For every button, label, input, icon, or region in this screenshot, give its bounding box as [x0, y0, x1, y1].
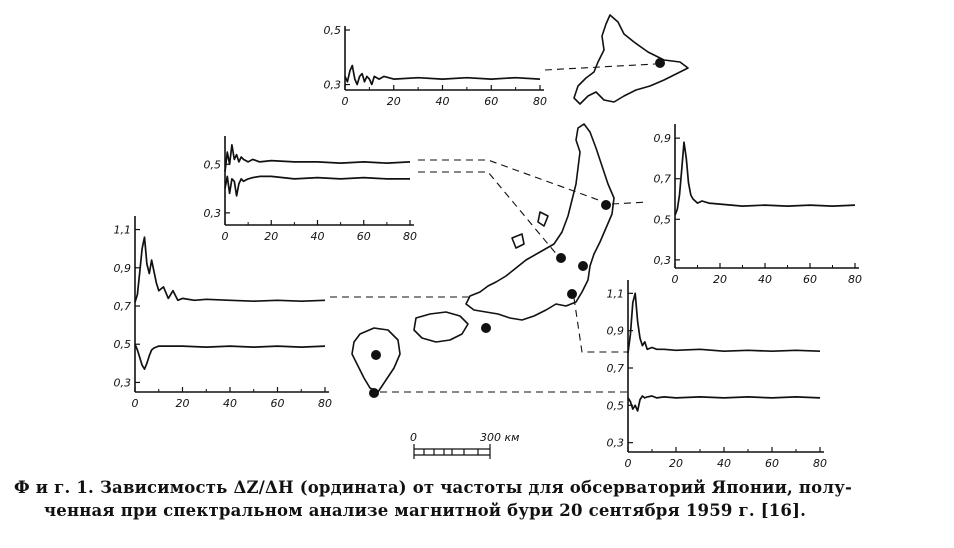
observatory-marker: [567, 289, 577, 299]
x-tick-label: 0: [624, 457, 632, 470]
y-tick-label: 0,5: [653, 213, 671, 227]
x-tick-label: 0: [341, 95, 349, 108]
x-tick-label: 60: [356, 230, 371, 243]
scale-bar: [414, 444, 490, 459]
x-tick-label: 60: [270, 397, 285, 410]
series-line: [628, 293, 820, 353]
observatory-markers: [369, 58, 665, 398]
caption-line-2: ченная при спектральном анализе магнитной бури 20 сентября 1959 г. [16].: [44, 501, 807, 520]
y-tick-label: 0,9: [653, 132, 671, 146]
x-tick-label: 20: [175, 397, 190, 410]
y-tick-label: 0,9: [606, 324, 624, 338]
observatory-marker: [655, 58, 665, 68]
noto-outline: [512, 234, 524, 248]
x-tick-label: 20: [386, 95, 401, 108]
x-tick-label: 80: [533, 95, 547, 108]
x-tick-label: 0: [131, 397, 139, 410]
y-tick-label: 0,5: [113, 338, 131, 352]
leader-line: [545, 64, 655, 70]
scale-bar-start-label: 0: [410, 431, 417, 444]
y-tick-label: 0,7: [113, 300, 131, 313]
x-tick-label: 20: [264, 230, 279, 243]
japan-map: [352, 15, 688, 392]
y-tick-label: 0,7: [606, 362, 624, 375]
y-tick-label: 0,3: [203, 206, 221, 220]
observatory-marker: [369, 388, 379, 398]
x-tick-label: 40: [223, 397, 237, 410]
x-tick-label: 80: [813, 457, 827, 470]
observatory-marker: [556, 253, 566, 263]
series-line: [628, 396, 820, 411]
series-line: [345, 66, 540, 85]
y-tick-label: 0,5: [203, 158, 221, 172]
y-tick-label: 0,5: [606, 399, 624, 413]
chart-panel: [324, 24, 548, 108]
y-tick-label: 1,1: [606, 287, 624, 301]
hokkaido-outline: [574, 15, 688, 104]
sado-outline: [538, 212, 548, 226]
observatory-marker: [578, 261, 588, 271]
figure-caption: [14, 476, 944, 522]
scale-bar-line: [414, 444, 490, 459]
x-tick-label: 40: [717, 457, 731, 470]
series-line: [225, 145, 410, 172]
observatory-marker: [371, 350, 381, 360]
x-tick-label: 20: [669, 457, 683, 470]
x-tick-label: 60: [765, 457, 779, 470]
caption-line-1: Ф и г. 1. Зависимость ΔZ/ΔH (ордината) от частоты для обсерваторий Японии, полу-: [14, 478, 853, 497]
y-tick-label: 0,3: [606, 436, 624, 450]
series-line: [135, 237, 325, 302]
x-tick-label: 20: [713, 273, 727, 286]
series-line: [225, 176, 410, 196]
series-line: [675, 142, 855, 215]
chart-panel: [114, 216, 333, 410]
y-tick-label: 0,3: [653, 253, 671, 267]
series-line: [135, 344, 325, 369]
x-tick-label: 40: [758, 273, 772, 286]
y-tick-label: 0,3: [113, 376, 131, 390]
shikoku-outline: [414, 312, 468, 342]
chart-panels: [114, 24, 863, 470]
x-tick-label: 60: [484, 95, 499, 108]
x-tick-label: 80: [403, 230, 417, 243]
x-tick-label: 0: [671, 273, 679, 286]
x-tick-label: 80: [848, 273, 862, 286]
x-tick-label: 0: [221, 230, 229, 243]
scale-bar-end-label: 300 км: [480, 431, 520, 444]
leader-line: [418, 172, 558, 256]
y-tick-label: 0,9: [113, 261, 131, 275]
chart-panel: [204, 136, 418, 243]
leader-line: [612, 202, 648, 204]
chart-panel: [607, 280, 828, 470]
y-tick-label: 0,7: [653, 172, 671, 186]
chart-panel: [654, 124, 863, 286]
x-tick-label: 40: [310, 230, 325, 243]
observatory-marker: [601, 200, 611, 210]
honshu-outline: [466, 124, 614, 320]
x-tick-label: 40: [435, 95, 450, 108]
y-tick-label: 1,1: [113, 223, 131, 237]
y-tick-label: 0,5: [323, 24, 341, 37]
observatory-marker: [481, 323, 491, 333]
x-tick-label: 80: [318, 397, 332, 410]
x-tick-label: 60: [803, 273, 817, 286]
y-tick-label: 0,3: [323, 78, 341, 92]
